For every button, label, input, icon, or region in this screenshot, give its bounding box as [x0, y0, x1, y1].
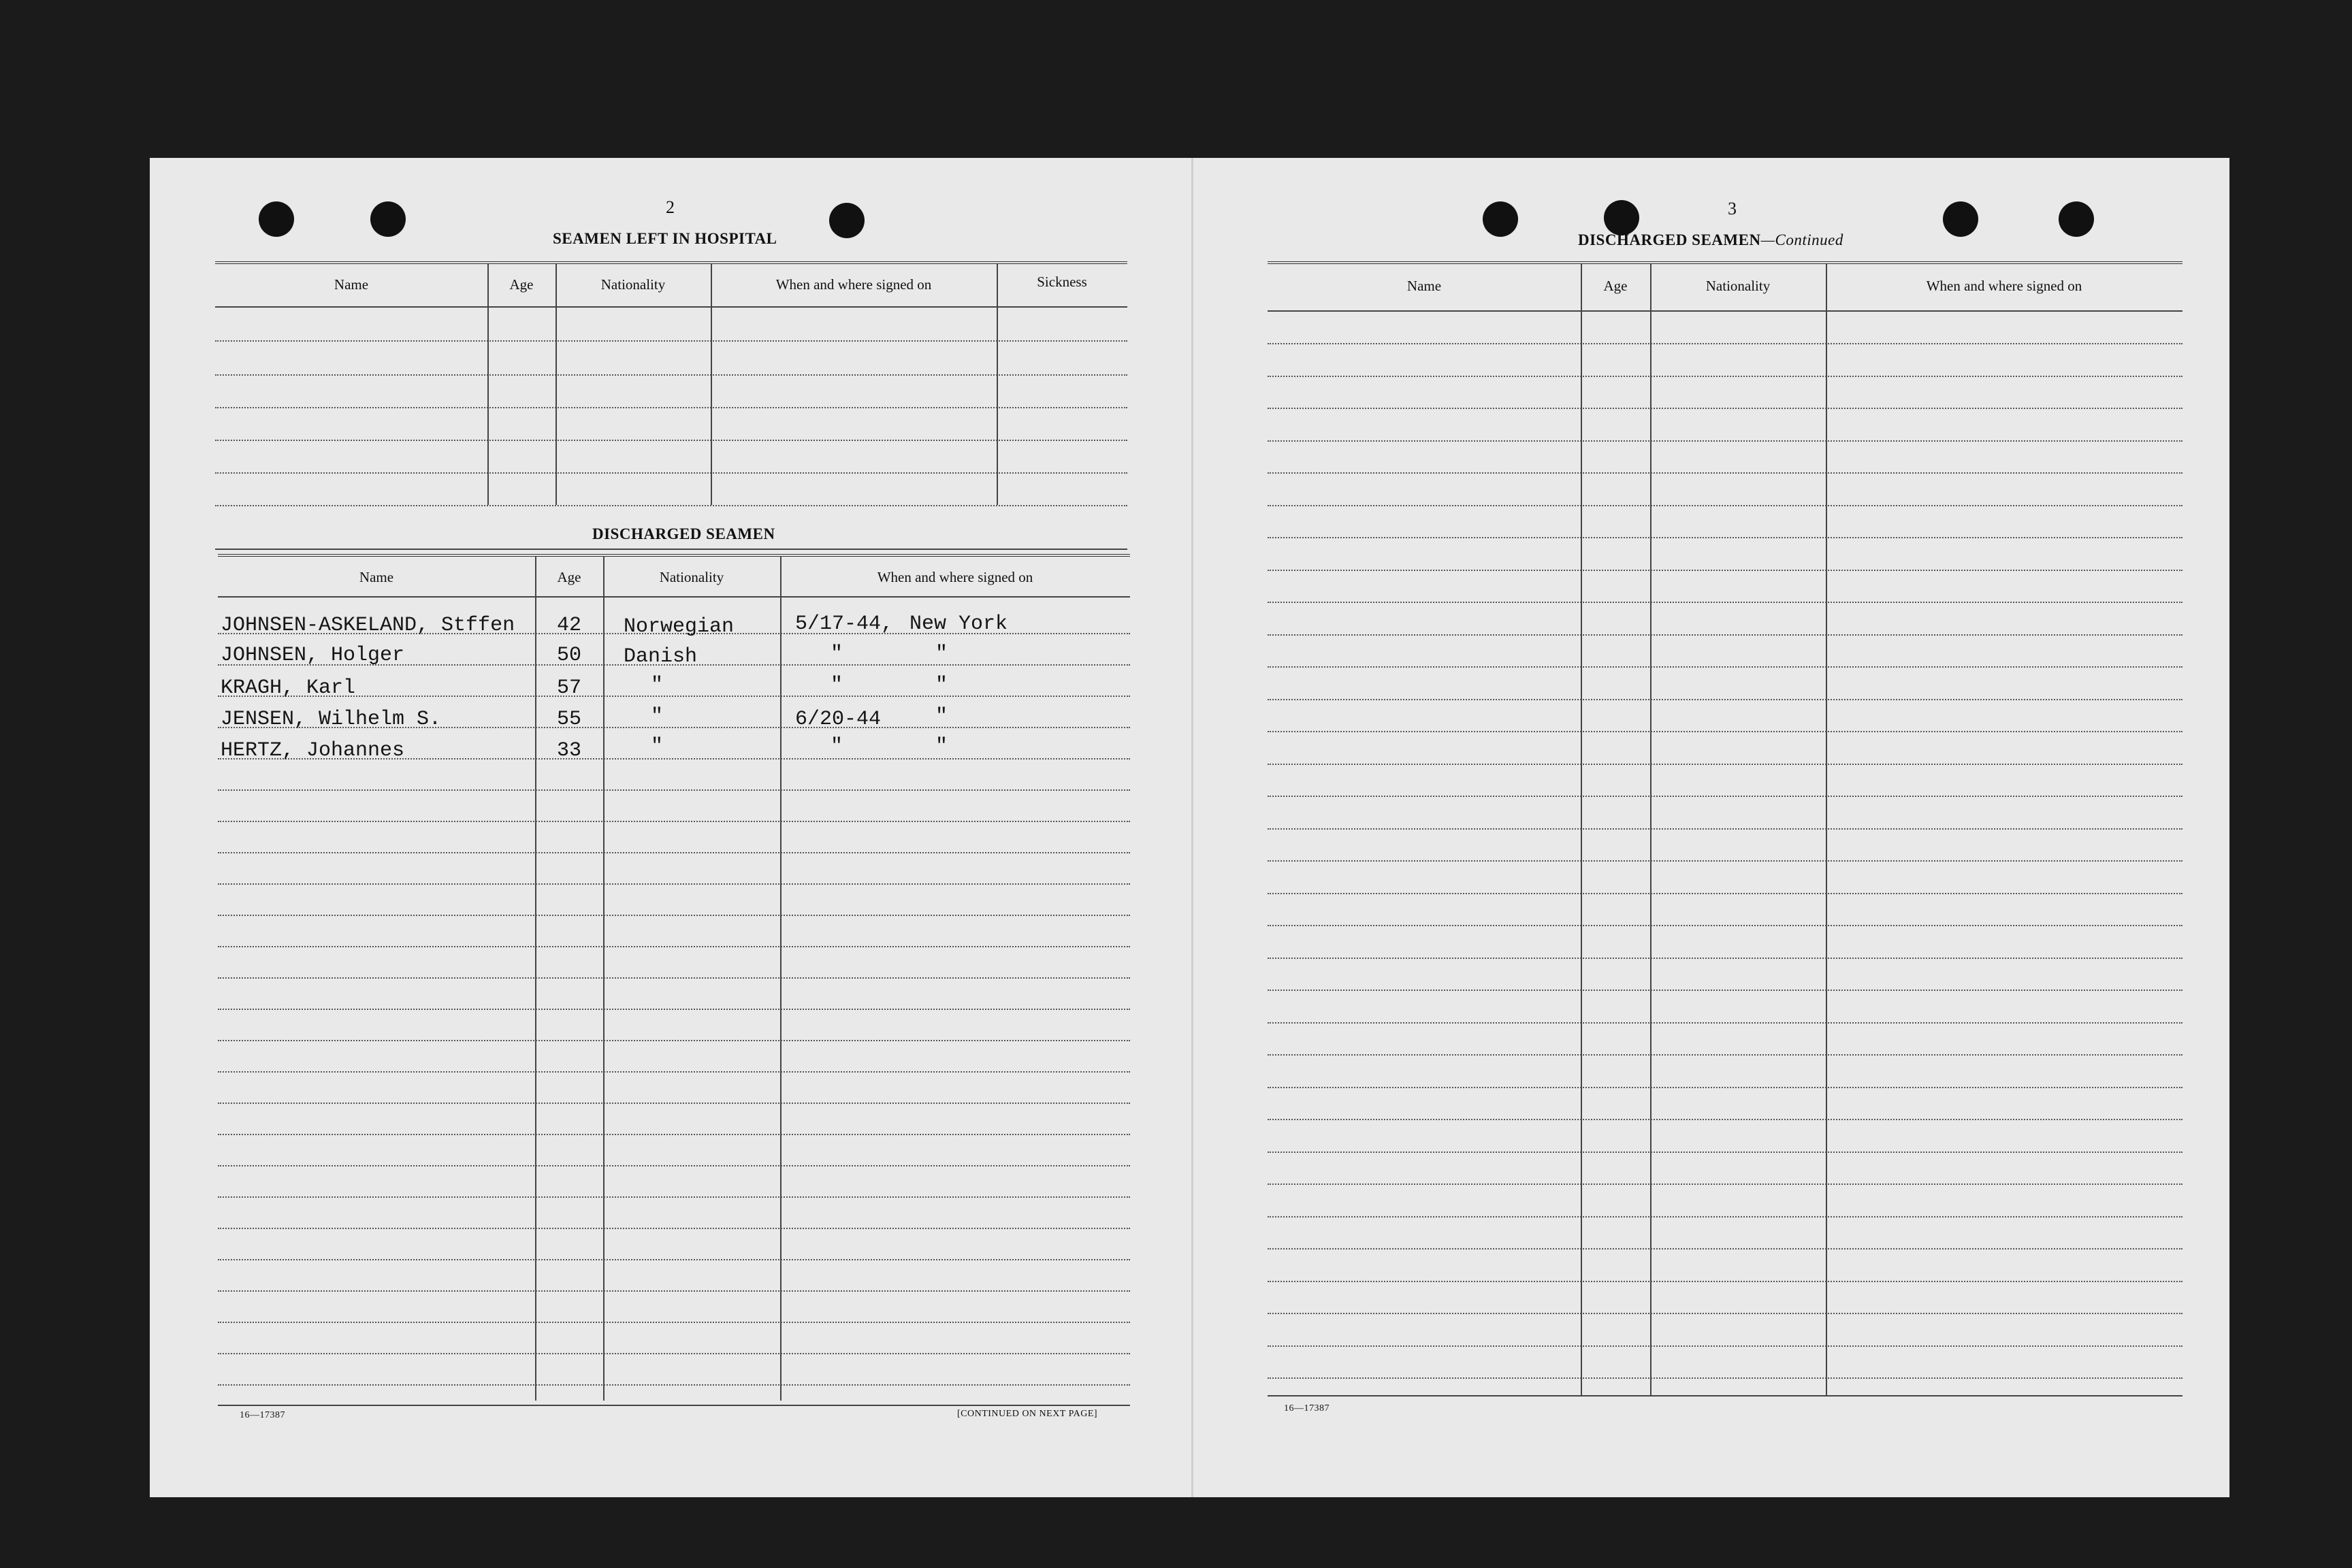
continued-note: [CONTINUED ON NEXT PAGE]	[957, 1409, 1098, 1419]
ruled-line	[1268, 1216, 2182, 1218]
seaman-name: JENSEN, Wilhelm S.	[221, 708, 442, 731]
ruled-line	[1268, 699, 2182, 700]
hospital-header-sickness: Sickness	[1037, 274, 1087, 290]
hospital-title: SEAMEN LEFT IN HOSPITAL	[553, 230, 777, 247]
seaman-nationality: "	[651, 674, 664, 697]
ruled-line	[1268, 796, 2182, 797]
seaman-name: JOHNSEN-ASKELAND, Stffen	[221, 614, 515, 637]
ruled-line	[1268, 408, 2182, 409]
ruled-line	[218, 1009, 1130, 1010]
seaman-signed-date: "	[831, 674, 843, 697]
ruled-line	[1268, 634, 2182, 636]
discharged-continued-table	[1268, 261, 2182, 1411]
ruled-line	[218, 821, 1130, 822]
ruled-line	[218, 1040, 1130, 1041]
right-form-number: 16—17387	[1284, 1403, 1330, 1414]
seaman-name: KRAGH, Karl	[221, 676, 356, 700]
ruled-line	[1268, 893, 2182, 894]
ruled-line	[218, 1384, 1130, 1386]
seaman-signed-place: "	[935, 705, 948, 728]
seaman-age: 33	[557, 739, 582, 762]
discharged-header-name: Name	[359, 569, 394, 585]
ruled-line	[1268, 731, 2182, 732]
seaman-age: 55	[557, 708, 582, 731]
punch-hole	[1943, 201, 1978, 237]
seaman-signed-date: 5/17-44,	[795, 612, 894, 636]
seaman-signed-date: 6/20-44	[795, 708, 882, 731]
seaman-nationality: Norwegian	[624, 615, 735, 638]
seaman-name: HERTZ, Johannes	[221, 739, 405, 762]
ruled-line	[218, 1228, 1130, 1229]
ruled-line	[1268, 1248, 2182, 1250]
ruled-line	[218, 1165, 1130, 1166]
ruled-line	[1268, 925, 2182, 926]
right-title-continued: —Continued	[1760, 231, 1843, 248]
ruled-line	[1268, 1345, 2182, 1347]
ruled-line	[218, 789, 1130, 791]
hospital-header-signed-on: When and where signed on	[775, 276, 932, 293]
ruled-line	[218, 883, 1130, 885]
seaman-nationality: Danish	[624, 645, 698, 668]
ruled-line	[1268, 505, 2182, 506]
punch-hole	[829, 203, 865, 238]
ruled-line	[1268, 537, 2182, 538]
ruled-line	[218, 1353, 1130, 1354]
right-title-main: DISCHARGED SEAMEN	[1578, 231, 1761, 248]
ruled-line	[1268, 1022, 2182, 1024]
right-header-name: Name	[1406, 278, 1442, 294]
ruled-line	[218, 1196, 1130, 1198]
discharged-header-age: Age	[557, 569, 581, 585]
left-page-number: 2	[666, 197, 675, 217]
ruled-line	[218, 1071, 1130, 1073]
hospital-header-nationality: Nationality	[600, 276, 666, 293]
seaman-age: 42	[557, 614, 582, 637]
left-form-number: 16—17387	[240, 1410, 285, 1420]
seaman-age: 57	[557, 676, 582, 700]
seaman-signed-place: "	[935, 674, 948, 697]
ruled-line	[218, 977, 1130, 979]
seaman-nationality: "	[651, 705, 664, 728]
ruled-line	[1268, 666, 2182, 668]
right-header-nationality: Nationality	[1705, 278, 1771, 294]
seaman-signed-place: New York	[909, 612, 1008, 636]
ruled-line	[1268, 1119, 2182, 1120]
ruled-line	[1268, 1054, 2182, 1056]
page-fold	[1191, 158, 1193, 1497]
punch-hole	[1483, 201, 1518, 237]
discharged-header-signed-on: When and where signed on	[877, 569, 1033, 585]
discharged-title: DISCHARGED SEAMEN	[592, 525, 775, 542]
ruled-line	[218, 946, 1130, 947]
discharged-header-nationality: Nationality	[659, 569, 724, 585]
ruled-line	[1268, 343, 2182, 344]
ruled-line	[1268, 990, 2182, 991]
ruled-line	[1268, 376, 2182, 377]
ruled-line	[1268, 764, 2182, 765]
ruled-line	[218, 1259, 1130, 1260]
document-sheet	[150, 158, 2229, 1497]
right-header-signed-on: When and where signed on	[1926, 278, 2082, 294]
seaman-name: JOHNSEN, Holger	[221, 644, 405, 667]
seaman-age: 50	[557, 644, 582, 667]
right-discharged-title	[1578, 231, 1843, 249]
ruled-line	[1268, 958, 2182, 959]
seaman-signed-date: "	[831, 642, 843, 666]
ruled-line	[1268, 472, 2182, 474]
right-page-number: 3	[1728, 199, 1737, 218]
hospital-header-name: Name	[334, 276, 369, 293]
punch-hole	[370, 201, 406, 237]
ruled-line	[1268, 1183, 2182, 1185]
seaman-signed-place: "	[935, 735, 948, 758]
ruled-line	[218, 1322, 1130, 1323]
right-header-age: Age	[1603, 278, 1628, 294]
ruled-line	[218, 1102, 1130, 1104]
ruled-line	[218, 852, 1130, 853]
ruled-line	[218, 1134, 1130, 1135]
punch-hole	[259, 201, 294, 237]
punch-hole	[1604, 200, 1639, 235]
ruled-line	[1268, 570, 2182, 571]
ruled-line	[1268, 1087, 2182, 1088]
ruled-line	[1268, 440, 2182, 442]
hospital-header-age: Age	[509, 276, 534, 293]
punch-hole	[2059, 201, 2094, 237]
ruled-line	[1268, 602, 2182, 603]
ruled-line	[1268, 1313, 2182, 1314]
seaman-signed-place: "	[935, 642, 948, 666]
ruled-line	[1268, 1281, 2182, 1282]
ruled-line	[218, 1290, 1130, 1292]
ruled-line	[1268, 828, 2182, 830]
ruled-line	[218, 915, 1130, 916]
ruled-line	[1268, 860, 2182, 862]
ruled-line	[1268, 1152, 2182, 1153]
seaman-signed-date: "	[831, 735, 843, 758]
seaman-nationality: "	[651, 735, 664, 758]
ruled-line	[1268, 1377, 2182, 1379]
